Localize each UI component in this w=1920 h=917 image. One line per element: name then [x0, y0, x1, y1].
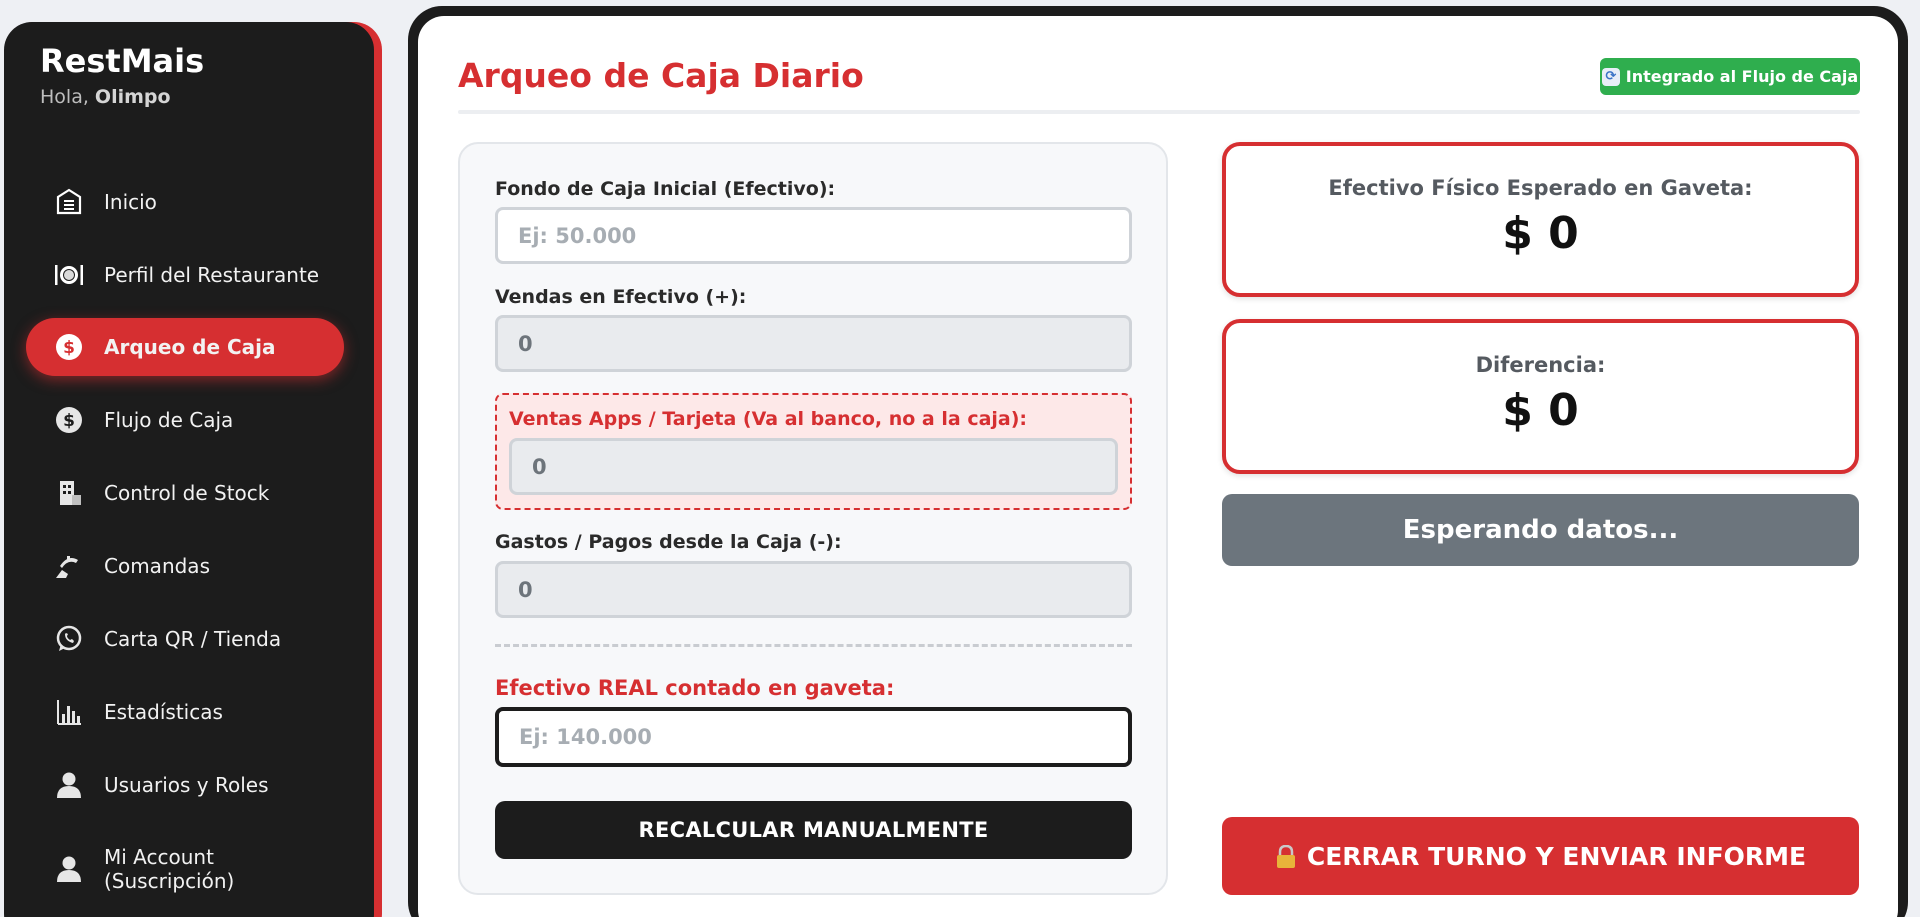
- fondo-label: Fondo de Caja Inicial (Efectivo):: [495, 178, 836, 200]
- efectivo-real-label: Efectivo REAL contado en gaveta:: [495, 676, 895, 700]
- expected-cash-card: [1222, 142, 1859, 297]
- sidebar-item-comandas[interactable]: [26, 537, 344, 595]
- sync-icon: ⟳: [1602, 68, 1620, 86]
- sidebar-item-inicio[interactable]: [26, 173, 344, 231]
- sidebar-item-label: Mi Account (Suscripción): [104, 845, 235, 893]
- dollar-coin-icon: [54, 405, 84, 435]
- sidebar-item-carta[interactable]: [26, 610, 344, 668]
- svg-text:$: $: [63, 338, 75, 358]
- close-shift-button[interactable]: [1222, 817, 1859, 895]
- greeting: [40, 86, 171, 108]
- dollar-coin-icon: [54, 332, 84, 362]
- sidebar-item-account[interactable]: [26, 838, 344, 900]
- close-shift-label: CERRAR TURNO Y ENVIAR INFORME: [1306, 841, 1807, 871]
- sidebar-item-label: Comandas: [104, 554, 210, 578]
- sidebar-item-stock[interactable]: [26, 464, 344, 522]
- sidebar-item-label: Carta QR / Tienda: [104, 627, 282, 651]
- bell-hand-icon: [54, 551, 84, 581]
- difference-card: [1222, 319, 1859, 474]
- expected-cash-value: $ 0: [1502, 208, 1579, 259]
- whatsapp-icon: [54, 624, 84, 654]
- home-list-icon: [54, 187, 84, 217]
- sidebar-item-arqueo[interactable]: [26, 318, 344, 376]
- integration-badge: [1600, 58, 1860, 95]
- brand-logo: RestMais: [40, 42, 205, 80]
- gastos-label: Gastos / Pagos desde la Caja (-):: [495, 531, 842, 553]
- fondo-input[interactable]: [495, 207, 1132, 264]
- expected-cash-label: Efectivo Físico Esperado en Gaveta:: [1328, 176, 1753, 200]
- user-icon: [54, 770, 84, 800]
- difference-value: $ 0: [1502, 385, 1579, 436]
- ventas-efectivo-label: Vendas en Efectivo (+):: [495, 286, 747, 308]
- greeting-prefix: Hola,: [40, 86, 89, 108]
- title-divider: [458, 110, 1860, 114]
- ventas-efectivo-input: [495, 315, 1132, 372]
- ventas-apps-label: Ventas Apps / Tarjeta (Va al banco, no a la caja):: [509, 408, 1028, 430]
- badge-label: Integrado al Flujo de Caja: [1625, 67, 1859, 86]
- sidebar-item-label: Estadísticas: [104, 700, 223, 724]
- sidebar-item-usuarios[interactable]: [26, 756, 344, 814]
- sidebar-item-flujo[interactable]: [26, 391, 344, 449]
- user-icon: [54, 854, 84, 884]
- status-indicator: Esperando datos...: [1222, 494, 1859, 566]
- sidebar-item-perfil[interactable]: [26, 246, 344, 304]
- svg-text:$: $: [63, 411, 75, 431]
- bar-chart-icon: [54, 697, 84, 727]
- sidebar-item-label: Perfil del Restaurante: [104, 263, 320, 287]
- page-title: Arqueo de Caja Diario: [458, 56, 864, 95]
- gastos-input: [495, 561, 1132, 618]
- plate-cutlery-icon: [54, 260, 84, 290]
- user-name: Olimpo: [94, 86, 171, 108]
- ventas-apps-input: [509, 438, 1118, 495]
- sidebar-item-label: Usuarios y Roles: [104, 773, 269, 797]
- efectivo-real-input[interactable]: [495, 707, 1132, 767]
- sidebar-item-label: Flujo de Caja: [104, 408, 234, 432]
- recalculate-button[interactable]: RECALCULAR MANUALMENTE: [495, 801, 1132, 859]
- difference-label: Diferencia:: [1475, 353, 1606, 377]
- stock-icon: [54, 478, 84, 508]
- sidebar-item-estadisticas[interactable]: [26, 683, 344, 741]
- sidebar-item-label: Control de Stock: [104, 481, 270, 505]
- lock-icon: [1275, 845, 1297, 867]
- form-divider: [495, 644, 1132, 647]
- sidebar-item-label: Inicio: [104, 190, 157, 214]
- sidebar-item-label: Arqueo de Caja: [104, 335, 276, 359]
